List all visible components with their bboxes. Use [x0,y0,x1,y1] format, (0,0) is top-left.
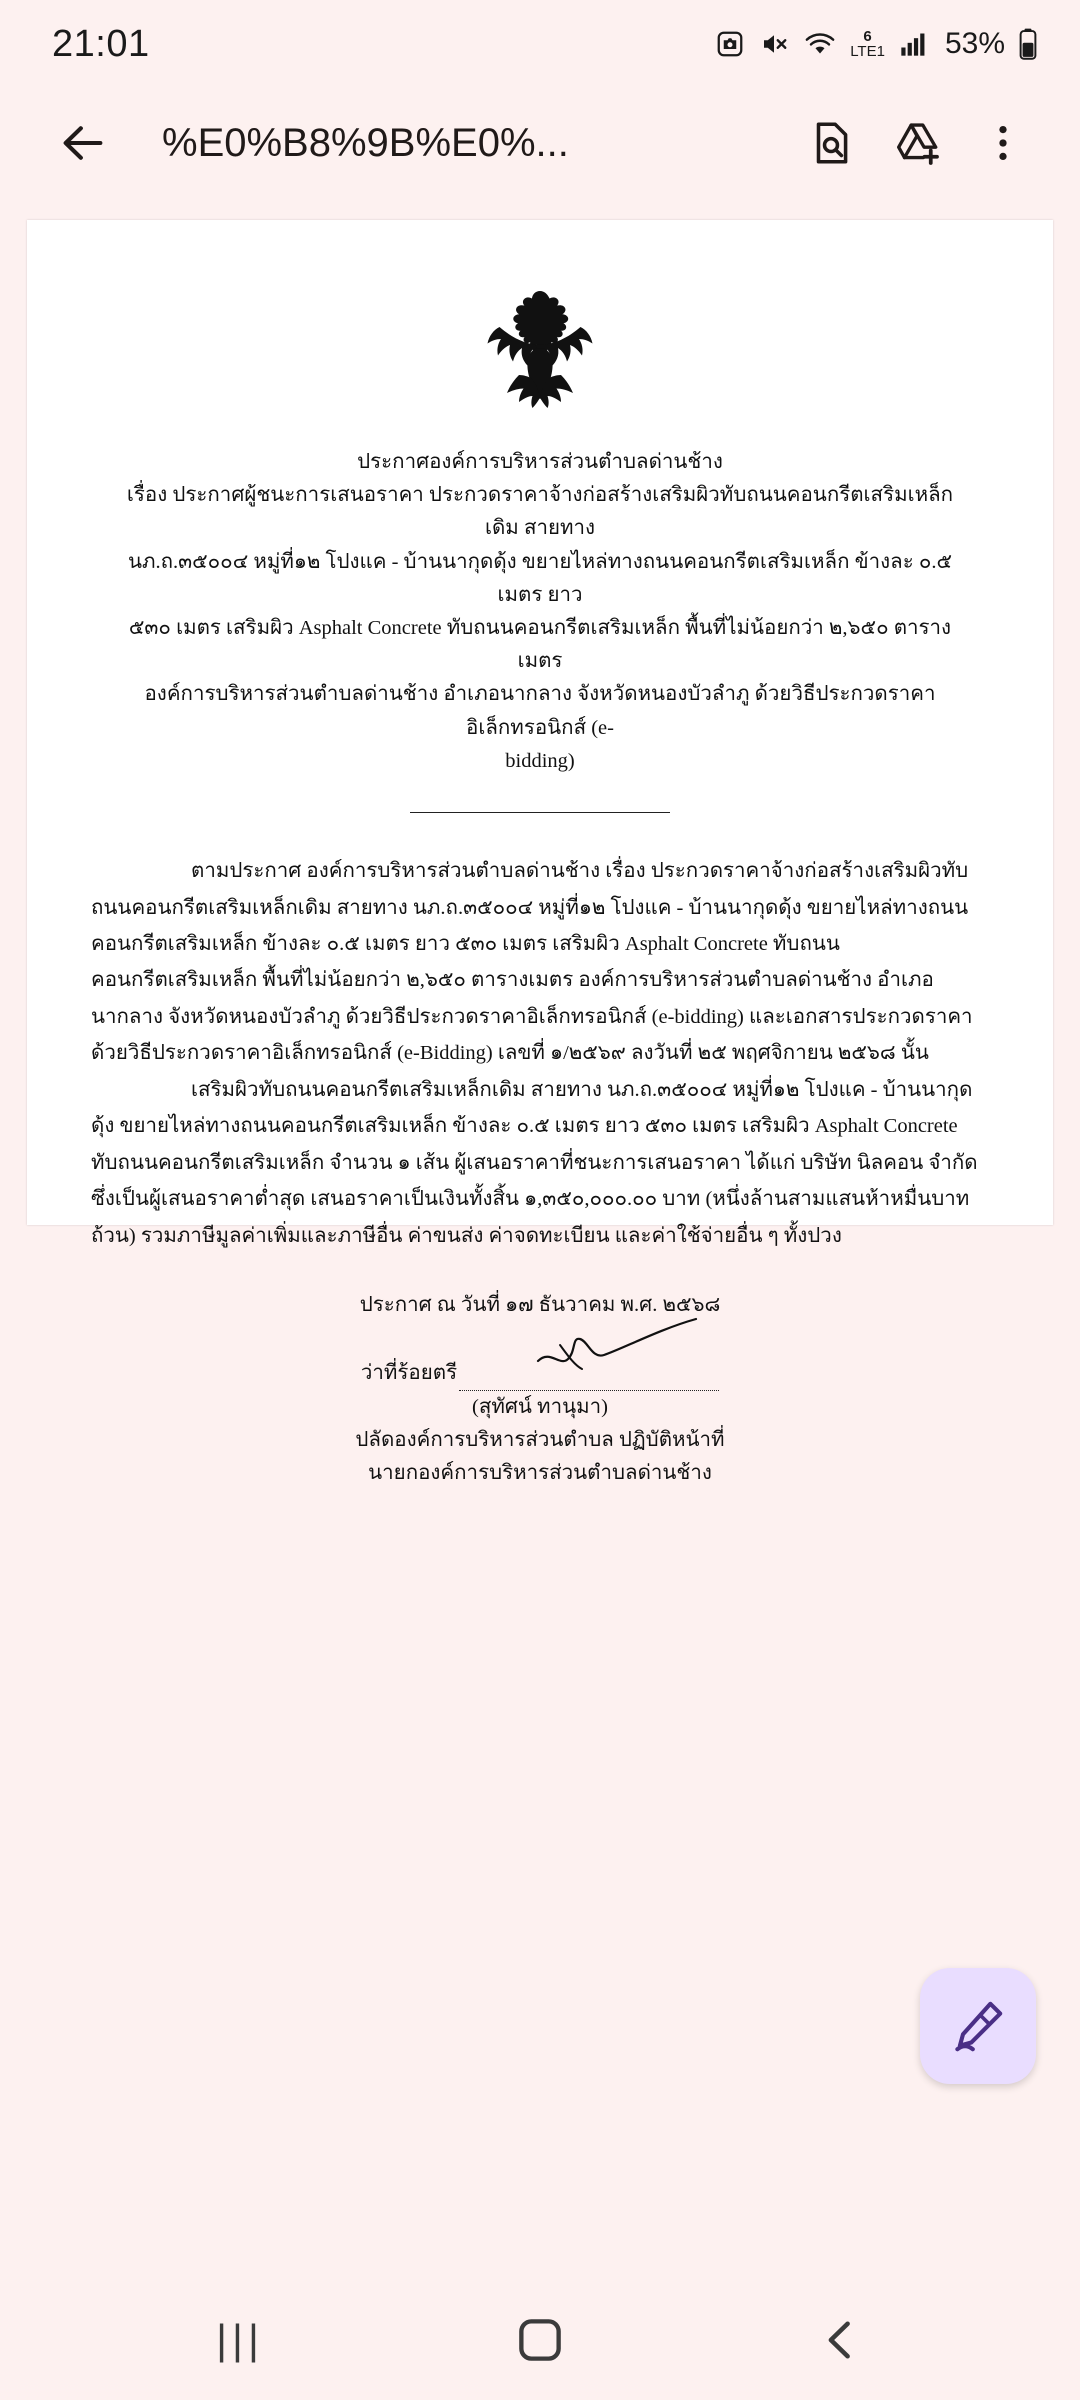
document-viewer[interactable] [0,198,1080,2280]
signature-block [83,1357,997,1490]
header-line-3: นภ.ถ.๓๕๐๐๔ หมู่ที่๑๒ โปงแค - บ้านนากุดดุ้ง ขยายไหล่ทางถนนคอนกรีตเสริมเหล็ก ข้างละ ๐.๕ เมตร ยาว [127,550,953,606]
volte-network-icon [850,29,885,59]
recents-button[interactable] [185,2285,295,2395]
battery-icon [1018,28,1038,60]
back-button[interactable] [785,2285,895,2395]
header-line-2: เรื่อง ประกาศผู้ชนะการเสนอราคา ประกวดราคาจ้างก่อสร้างเสริมผิวทับถนนคอนกรีตเสริมเหล็กเดิม สายทาง [126,484,954,540]
pen-markup-icon [947,1995,1009,2057]
status-bar [0,0,1080,88]
signer-name: (สุทัศน์ ทานุมา) [472,1395,608,1418]
more-options-icon[interactable] [960,100,1046,186]
system-navigation-bar [0,2280,1080,2400]
signer-title-line-1: ปลัดองค์การบริหารส่วนตำบล ปฏิบัติหน้าที่ [355,1428,725,1451]
signal-icon [898,30,928,58]
back-arrow-icon[interactable] [40,100,126,186]
garuda-emblem-icon [465,282,615,432]
header-line-1: ประกาศองค์การบริหารส่วนตำบลด่านช้าง [357,451,723,473]
signature-rank-label: ว่าที่ร้อยตรี [360,1362,458,1385]
network-type-label: LTE1 [850,43,885,60]
header-divider [410,812,670,813]
status-icons [715,27,1038,61]
save-to-drive-icon[interactable] [874,100,960,186]
signature-dotted-line [459,1371,719,1391]
mute-icon [758,29,790,59]
signature-line-row [83,1357,997,1390]
battery-percent-label: 53% [944,27,1005,60]
app-bar [0,88,1080,198]
page-title: %E0%B8%9B%E0%... [162,120,569,165]
network-generation-label: 6 [863,28,872,45]
wifi-icon [803,29,837,59]
header-line-6: bidding) [505,749,575,772]
screenshot-icon [715,29,745,59]
recents-label: ||| [216,2316,264,2363]
status-time: 21:01 [52,22,150,65]
document-header [83,446,997,778]
body-paragraph-1: ตามประกาศ องค์การบริหารส่วนตำบลด่านช้าง เรื่อง ประกวดราคาจ้างก่อสร้างเสริมผิวทับถนนคอนกรีตเสริมเหล็กเดิม สายทาง นภ.ถ.๓๕๐๐๔ หมู่ที่๑๒ โปงแค - บ้านนากุดดุ้ง ขยายไหล่ทางถนนคอนกรีตเสริมเหล็ก ข้างละ ๐.๕ เมตร ยาว ๕๓๐ เมตร เสริมผิว Asphalt Concrete ทับถนนคอนกรีตเสริมเหล็ก พื้นที่ไม่น้อยกว่า ๒,๖๕๐ ตารางเมตร องค์การบริหารส่วนตำบลด่านช้าง อำเภอนากลาง จังหวัดหนองบัวลำภู ด้วยวิธีประกวดราคาอิเล็กทรอนิกส์ (e-bidding) และเอกสารประกวดราคาด้วยวิธีประกวดราคาอิเล็กทรอนิกส์ (e-Bidding) เลขที่ ๑/๒๕๖๙ ลงวันที่ ๒๕ พฤศจิกายน ๒๕๖๘ นั้น [91,860,973,1065]
home-button[interactable] [485,2285,595,2395]
document-page [27,220,1053,1484]
header-line-4: ๕๓๐ เมตร เสริมผิว Asphalt Concrete ทับถนนคอนกรีตเสริมเหล็ก พื้นที่ไม่น้อยกว่า ๒,๖๕๐ ตารางเมตร [128,617,952,673]
search-document-icon[interactable] [788,100,874,186]
header-line-5: องค์การบริหารส่วนตำบลด่านช้าง อำเภอนากลาง จังหวัดหนองบัวลำภู ด้วยวิธีประกวดราคาอิเล็กทรอนิกส์ (e- [144,683,936,739]
body-paragraph-2: เสริมผิวทับถนนคอนกรีตเสริมเหล็กเดิม สายทาง นภ.ถ.๓๕๐๐๔ หมู่ที่๑๒ โปงแค - บ้านนากุดดุ้ง ขยายไหล่ทางถนนคอนกรีตเสริมเหล็ก ข้างละ ๐.๕ เมตร ยาว ๕๓๐ เมตร เสริมผิว Asphalt Concrete ทับถนนคอนกรีตเสริมเหล็ก จำนวน ๑ เส้น ผู้เสนอราคาที่ชนะการเสนอราคา ได้แก่ บริษัท นิลคอน จำกัด ซึ่งเป็นผู้เสนอราคาต่ำสุด เสนอราคาเป็นเงินทั้งสิ้น ๑,๓๕๐,๐๐๐.๐๐ บาท (หนึ่งล้านสามแสนห้าหมื่นบาทถ้วน) รวมภาษีมูลค่าเพิ่มและภาษีอื่น ค่าขนส่ง ค่าจดทะเบียน และค่าใช้จ่ายอื่น ๆ ทั้งปวง [91,1078,978,1247]
markup-edit-fab[interactable] [920,1968,1036,2084]
announcement-date: ประกาศ ณ วันที่ ๑๗ ธันวาคม พ.ศ. ๒๕๖๘ [359,1294,721,1317]
signer-title-line-2: นายกองค์การบริหารส่วนตำบลด่านช้าง [368,1461,712,1484]
document-body [83,853,997,1254]
